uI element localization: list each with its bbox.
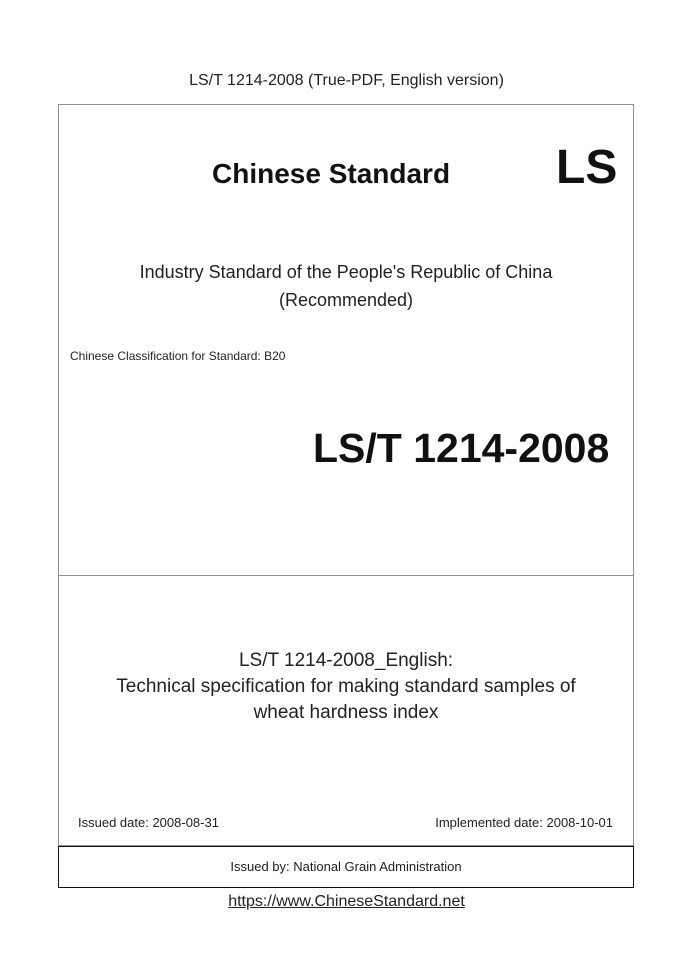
issued-date: Issued date: 2008-08-31 (78, 815, 219, 830)
industry-line-1: Industry Standard of the People's Republic of China (139, 262, 553, 282)
header-line: LS/T 1214-2008 (True-PDF, English version) (189, 72, 504, 89)
standard-number: LS/T 1214-2008 (313, 425, 610, 471)
chinese-standard-heading: Chinese Standard (212, 158, 451, 189)
issued-by: Issued by: National Grain Administration (230, 859, 462, 874)
ls-mark: LS (556, 141, 618, 194)
document-title (58, 648, 634, 726)
classification-text: Chinese Classification for Standard: B20 (70, 349, 286, 363)
website-link[interactable]: https://www.ChineseStandard.net (228, 893, 465, 910)
title-line-1: LS/T 1214-2008_English: (238, 650, 454, 671)
industry-standard-text (58, 258, 634, 314)
title-line-3: wheat hardness index (253, 702, 439, 723)
title-line-2: Technical specification for making standard samples of (116, 676, 576, 697)
industry-line-2: (Recommended) (278, 290, 414, 310)
implemented-date: Implemented date: 2008-10-01 (435, 815, 613, 830)
